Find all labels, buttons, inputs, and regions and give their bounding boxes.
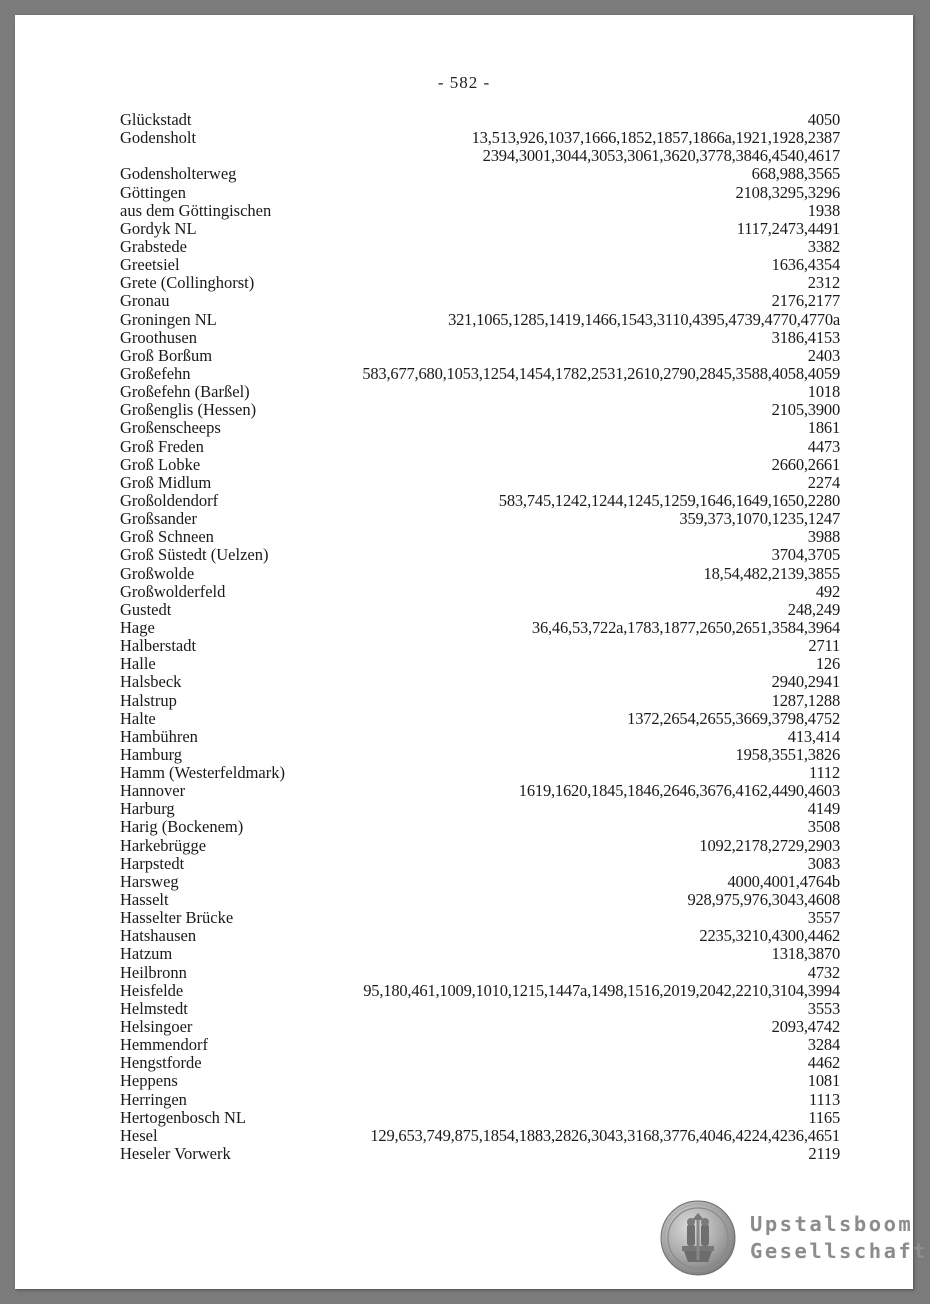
reference-numbers: 1861: [807, 418, 840, 438]
index-entry: [120, 165, 840, 183]
index-entry: [120, 710, 840, 728]
logo-line-2: Gesellschaft: [750, 1239, 929, 1263]
logo-text: [750, 1211, 928, 1265]
place-name: Helsingoer: [120, 1017, 193, 1037]
place-name: Göttingen: [120, 182, 186, 202]
index-entry: [120, 728, 840, 746]
place-name: Halberstadt: [120, 636, 197, 656]
place-name: Harpstedt: [120, 853, 185, 873]
reference-numbers: 1938: [807, 200, 840, 220]
index-entry: [120, 546, 840, 564]
place-name: Groningen NL: [120, 309, 217, 329]
index-entry: [120, 311, 840, 329]
place-name: Hatzum: [120, 944, 173, 964]
index-entry: [120, 401, 840, 419]
place-name: Groß Freden: [120, 436, 204, 456]
reference-numbers: 3186,4153: [771, 327, 840, 347]
reference-numbers: 2940,2941: [771, 672, 840, 692]
reference-numbers: 583,677,680,1053,1254,1454,1782,2531,2610,2790,2845,3588,4058,4059: [362, 363, 840, 383]
index-entry: [120, 909, 840, 927]
place-name: Hatshausen: [120, 926, 197, 946]
place-name: Hannover: [120, 781, 186, 801]
place-name: Groß Midlum: [120, 472, 212, 492]
place-name: Groß Borßum: [120, 345, 213, 365]
place-name: Großefehn (Barßel): [120, 382, 250, 402]
place-name: Heppens: [120, 1071, 178, 1091]
reference-numbers: 492: [815, 581, 840, 601]
index-entry: [120, 891, 840, 909]
index-entry: [120, 637, 840, 655]
place-name: Greetsiel: [120, 255, 180, 275]
place-name: Hamm (Westerfeldmark): [120, 763, 285, 783]
place-name: Großenscheeps: [120, 418, 221, 438]
place-name: Gronau: [120, 291, 170, 311]
reference-numbers: 1318,3870: [771, 944, 840, 964]
reference-numbers: 1018: [807, 382, 840, 402]
place-name: Heilbronn: [120, 962, 187, 982]
index-entry: [120, 1145, 840, 1163]
place-name: Halle: [120, 654, 156, 674]
place-name: Hemmendorf: [120, 1035, 208, 1055]
reference-numbers: 2235,3210,4300,4462: [699, 926, 840, 946]
place-name: Heseler Vorwerk: [120, 1144, 231, 1164]
place-name: Grabstede: [120, 236, 187, 256]
place-index: [120, 111, 840, 1163]
index-entry: [120, 510, 840, 528]
index-entry: [120, 945, 840, 963]
reference-numbers: 4050: [807, 110, 840, 129]
reference-numbers: 1636,4354: [771, 255, 840, 275]
index-entry: [120, 256, 840, 274]
place-name: Harsweg: [120, 871, 179, 891]
index-entry: [120, 800, 840, 818]
place-name: Hengstforde: [120, 1053, 202, 1073]
reference-numbers: 13,513,926,1037,1666,1852,1857,1866a,1921,1928,2387: [471, 128, 840, 148]
logo-line-1: Upstalsboom: [750, 1212, 914, 1236]
reference-numbers: 1165: [808, 1107, 840, 1127]
reference-numbers: 1287,1288: [771, 690, 840, 710]
place-name: Helmstedt: [120, 998, 188, 1018]
reference-numbers: 2105,3900: [771, 400, 840, 420]
reference-numbers: 1092,2178,2729,2903: [699, 835, 840, 855]
reference-numbers: 18,54,482,2139,3855: [703, 563, 840, 583]
reference-numbers: 4462: [807, 1053, 840, 1073]
place-name: Großefehn: [120, 363, 191, 383]
page-number: - 582 -: [437, 73, 491, 92]
index-entry: [120, 601, 840, 619]
index-entry: [120, 492, 840, 510]
reference-numbers: 2394,3001,3044,3053,3061,3620,3778,3846,4540,4617: [482, 146, 840, 166]
reference-numbers: 1112: [809, 763, 840, 783]
index-entry: [120, 1000, 840, 1018]
place-name: Halsbeck: [120, 672, 182, 692]
index-entry: [120, 782, 840, 800]
index-entry: [120, 855, 840, 873]
place-name: Harig (Bockenem): [120, 817, 244, 837]
reference-numbers: 2274: [807, 472, 840, 492]
index-entry: [120, 365, 840, 383]
place-name: Hambühren: [120, 726, 198, 746]
place-name: Hasselter Brücke: [120, 908, 234, 928]
index-entry: [120, 1036, 840, 1054]
reference-numbers: 3382: [807, 236, 840, 256]
index-entry: [120, 1054, 840, 1072]
reference-numbers: 4000,4001,4764b: [727, 871, 840, 891]
reference-numbers: 2403: [807, 345, 840, 365]
index-entry: [120, 419, 840, 437]
index-entry: [120, 438, 840, 456]
index-entry: [120, 1018, 840, 1036]
index-entry: [120, 456, 840, 474]
reference-numbers: 36,46,53,722a,1783,1877,2650,2651,3584,3964: [531, 617, 840, 637]
index-entry: [120, 147, 840, 165]
reference-numbers: 3553: [807, 998, 840, 1018]
document-page: [15, 15, 929, 1289]
reference-numbers: 1117,2473,4491: [736, 218, 840, 238]
place-name: Harburg: [120, 799, 175, 819]
reference-numbers: 1958,3551,3826: [735, 744, 840, 764]
place-name: Halstrup: [120, 690, 177, 710]
index-entry: [120, 764, 840, 782]
index-entry: [120, 927, 840, 945]
reference-numbers: 3988: [807, 527, 840, 547]
reference-numbers: 359,373,1070,1235,1247: [679, 509, 840, 529]
place-name: Grete (Collinghorst): [120, 273, 255, 293]
place-name: Großsander: [120, 509, 197, 529]
index-entry: [120, 673, 840, 691]
place-name: Heisfelde: [120, 980, 184, 1000]
reference-numbers: 4473: [807, 436, 840, 456]
reference-numbers: 3557: [807, 908, 840, 928]
place-name: Hage: [120, 617, 155, 637]
index-entry: [120, 619, 840, 637]
index-entry: [120, 1127, 840, 1145]
reference-numbers: 129,653,749,875,1854,1883,2826,3043,3168,3776,4046,4224,4236,4651: [370, 1125, 840, 1145]
index-entry: [120, 347, 840, 365]
index-entry: [120, 1109, 840, 1127]
reference-numbers: 2176,2177: [771, 291, 840, 311]
index-entry: [120, 220, 840, 238]
place-name: Herringen: [120, 1089, 187, 1109]
index-entry: [120, 692, 840, 710]
place-name: Großwolde: [120, 563, 195, 583]
place-name: Glückstadt: [120, 110, 192, 129]
reference-numbers: 668,988,3565: [751, 164, 840, 184]
index-entry: [120, 474, 840, 492]
index-entry: [120, 329, 840, 347]
place-name: Hertogenbosch NL: [120, 1107, 247, 1127]
place-name: Groß Schneen: [120, 527, 214, 547]
place-name: Gordyk NL: [120, 218, 197, 238]
reference-numbers: 2119: [808, 1144, 840, 1164]
index-entry: [120, 964, 840, 982]
index-entry: [120, 111, 840, 129]
reference-numbers: 3083: [807, 853, 840, 873]
reference-numbers: 3508: [807, 817, 840, 837]
place-name: Harkebrügge: [120, 835, 207, 855]
place-name: Großoldendorf: [120, 490, 219, 510]
reference-numbers: 1372,2654,2655,3669,3798,4752: [627, 708, 840, 728]
index-entry: [120, 528, 840, 546]
reference-numbers: 413,414: [787, 726, 840, 746]
index-entry: [120, 292, 840, 310]
reference-numbers: 583,745,1242,1244,1245,1259,1646,1649,1650,2280: [498, 490, 840, 510]
index-entry: [120, 873, 840, 891]
reference-numbers: 2660,2661: [771, 454, 840, 474]
reference-numbers: 2711: [808, 636, 840, 656]
reference-numbers: 4149: [807, 799, 840, 819]
index-entry: [120, 837, 840, 855]
place-name: Großwolderfeld: [120, 581, 226, 601]
reference-numbers: 4732: [807, 962, 840, 982]
place-name: Godensholt: [120, 128, 197, 148]
index-entry: [120, 1072, 840, 1090]
place-name: Groß Lobke: [120, 454, 201, 474]
index-entry: [120, 818, 840, 836]
place-name: Großenglis (Hessen): [120, 400, 257, 420]
index-entry: [120, 184, 840, 202]
place-name: aus dem Göttingischen: [120, 200, 272, 220]
index-entry: [120, 746, 840, 764]
place-name: Groothusen: [120, 327, 197, 347]
reference-numbers: 1619,1620,1845,1846,2646,3676,4162,4490,4603: [518, 781, 840, 801]
place-name: Hesel: [120, 1125, 158, 1145]
upstalsboom-seal-icon: [660, 1200, 736, 1276]
reference-numbers: 1081: [807, 1071, 840, 1091]
reference-numbers: 248,249: [787, 599, 840, 619]
reference-numbers: 126: [815, 654, 840, 674]
reference-numbers: 928,975,976,3043,4608: [687, 890, 840, 910]
place-name: Hamburg: [120, 744, 183, 764]
reference-numbers: 2108,3295,3296: [735, 182, 840, 202]
index-entry: [120, 383, 840, 401]
reference-numbers: 1113: [809, 1089, 840, 1109]
index-entry: [120, 129, 840, 147]
reference-numbers: 321,1065,1285,1419,1466,1543,3110,4395,4739,4770,4770a: [448, 309, 840, 329]
index-entry: [120, 1091, 840, 1109]
reference-numbers: 3284: [807, 1035, 840, 1055]
upstalsboom-logo: [660, 1200, 928, 1276]
reference-numbers: 2093,4742: [771, 1017, 840, 1037]
index-entry: [120, 583, 840, 601]
reference-numbers: 2312: [807, 273, 840, 293]
place-name: Godensholterweg: [120, 164, 237, 184]
reference-numbers: 95,180,461,1009,1010,1215,1447a,1498,1516,2019,2042,2210,3104,3994: [363, 980, 840, 1000]
reference-numbers: 3704,3705: [771, 545, 840, 565]
place-name: Groß Süstedt (Uelzen): [120, 545, 269, 565]
index-entry: [120, 565, 840, 583]
index-entry: [120, 238, 840, 256]
index-entry: [120, 655, 840, 673]
index-entry: [120, 982, 840, 1000]
place-name: Halte: [120, 708, 156, 728]
index-entry: [120, 202, 840, 220]
index-entry: [120, 274, 840, 292]
place-name: Gustedt: [120, 599, 172, 619]
place-name: Hasselt: [120, 890, 169, 910]
